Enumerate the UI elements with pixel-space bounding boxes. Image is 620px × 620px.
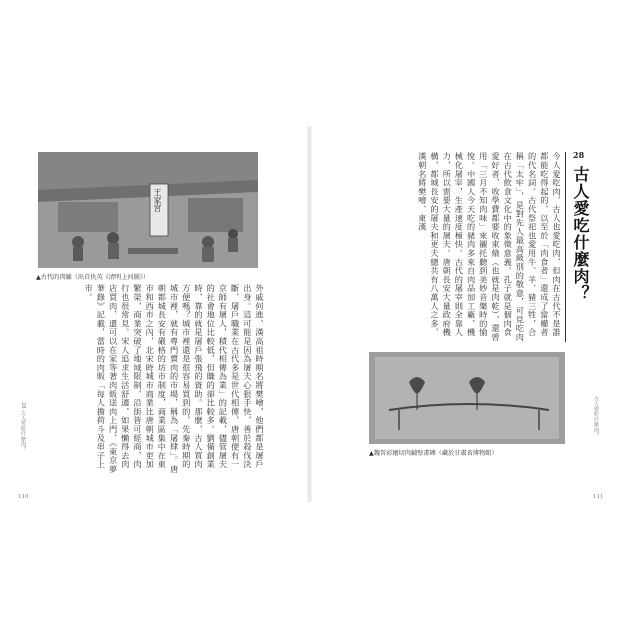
chapter-number: 28 [573,150,585,160]
left-body-text: 外戚何進、漢高祖時期名將樊噲，他們都是屠戶出身。這可能是因為屠夫心狠手快，善於殺伐決斷，屠戶職業在古代多是世代相傳，唐朝便有一京師有屠人，積代相傳為業」的記載，儘管屠夫的社會地位比較低，但賺的卻比較多。劉備創業時，靠的就是屠戶張飛的資助。那麼，古人買肉方便嗎？城市裡還是很容易買到的，先秦時期的城市裡，就有專門賣肉的市場，稱為「屠肆」。唐朝都城長安有嚴格的坊市制度，商業區集中在東市和西市之內，北宋時城市商業比唐朝城市更加繁榮，商業突破了地域限制，沿街皆可經商，肉行也很常見。宋人追求生活舒適，如果懶得去肉店買肉，還可以在家等著肉販送肉上門，《東京夢華錄》記載，當時的肉販「每人擔荷斗及串子上市。 [84,284,265,474]
right-folio: 111 [593,494,604,500]
painting-shop-sign: 王家宮 [153,188,162,212]
painting-meat-shop-image [38,152,258,268]
brick-mural-image [369,352,565,444]
right-running-head: 古人愛吃什麼肉？ [593,396,599,438]
left-folio: 110 [18,494,29,500]
left-running-head: 28 古人愛吃什麼肉？ [20,402,26,452]
left-page [6,126,306,502]
left-figure-caption: ▲古代的肉舖（出自仇英《清明上河圖》） [36,274,150,281]
right-body-text: 今人愛吃肉，古人也愛吃肉，但肉在古代不是誰都能吃得起的，以至於「肉食者」還成了當權者的代名詞。古代祭祀也愛用牛、羊、豬三牲，合稱「太牢」，是對先人最高級別的敬意，可見吃肉在古代飲食文化中的象徵意義。孔子就是個肉食愛好者，收學費都要收束脩（也就是肉乾），還曾用「三月不知肉味」來襯托聽到美妙音樂時的愉悅。中國人今天吃的豬肉多來自肉品加工廠，機械化屠宰，生產速度極快。古代的屠宰則全靠人力，所以需要大量的屠夫。唐朝長安大量政府機構，都城長安的屠夫和更夫總共有八萬人之多，漢朝名將樊噲、東漢 [417,152,562,342]
chapter-title: 古人愛吃什麼肉？ [571,166,590,302]
chapter-title-rule [565,152,566,342]
book-gutter [307,126,312,502]
right-figure-caption: ▲魏晉彩繪切肉鋪壁畫磚（藏於甘肅省博物館） [369,450,498,457]
right-page [313,126,613,502]
